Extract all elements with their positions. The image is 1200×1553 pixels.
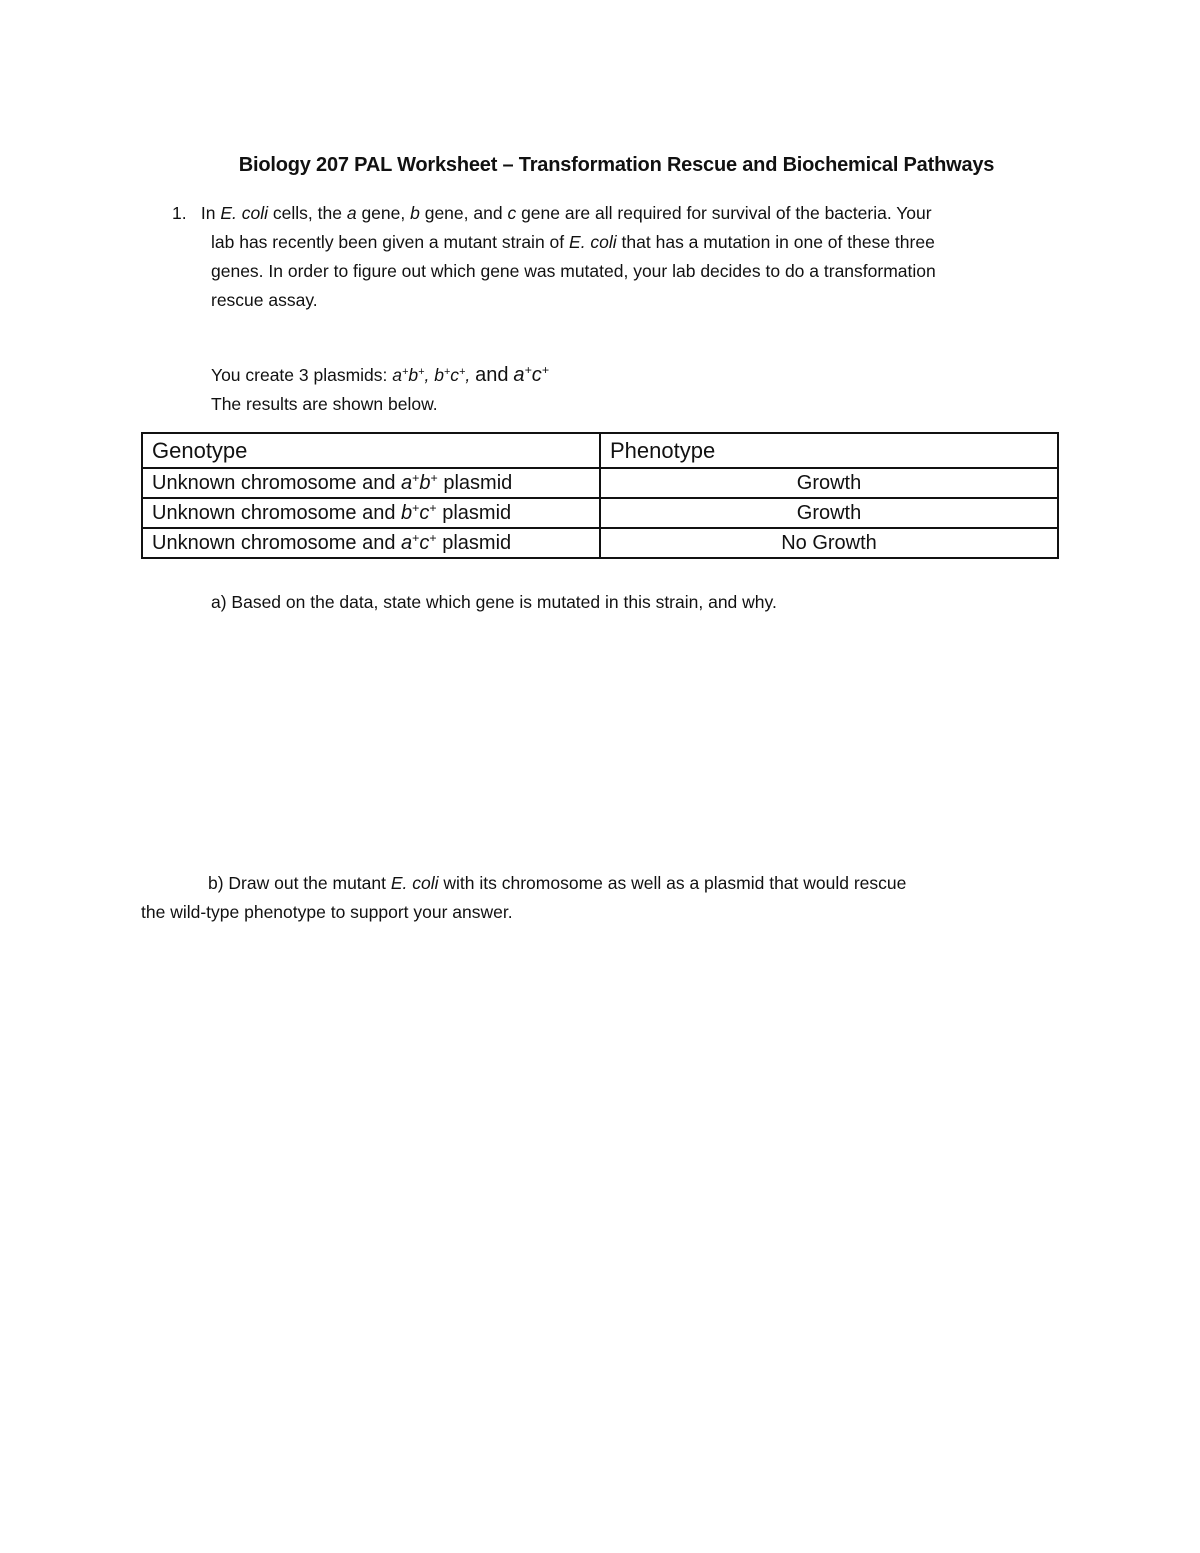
plasmid-genotypes: a+b+, b+c+,: [392, 365, 471, 385]
question-1-line-4: rescue assay.: [211, 290, 318, 310]
question-b-line-1: b) Draw out the mutant E. coli with its chromosome as well as a plasmid that would rescue: [208, 873, 907, 893]
results-table: [141, 432, 1059, 559]
question-1-number: 1.: [172, 203, 187, 223]
table-row: [142, 528, 1058, 558]
plasmid-description: [211, 361, 549, 419]
question-b: [141, 869, 1041, 927]
question-a: a) Based on the data, state which gene is mutated in this strain, and why.: [211, 592, 777, 612]
plasmid-list-line: You create 3 plasmids: a+b+, b+c+, and a+c+: [211, 363, 549, 386]
phenotype-header: Phenotype: [600, 433, 1058, 468]
question-b-line-2: the wild-type phenotype to support your answer.: [141, 902, 513, 922]
table-header-row: [142, 433, 1058, 468]
genotype-header: Genotype: [142, 433, 600, 468]
results-intro: The results are shown below.: [211, 394, 438, 414]
ecoli-term: E. coli: [220, 203, 269, 223]
question-1: [172, 199, 1052, 315]
question-1-line-1: 1. In E. coli cells, the a gene, b gene, and c gene are all required for survival of the bacteria. Your: [172, 199, 1052, 228]
question-1-line-2: lab has recently been given a mutant strain of E. coli that has a mutation in one of these three: [211, 232, 935, 252]
ecoli-term: E. coli: [390, 873, 439, 893]
genotype-cell: Unknown chromosome and a+c+ plasmid: [142, 528, 600, 558]
genotype-cell: Unknown chromosome and a+b+ plasmid: [142, 468, 600, 498]
plasmid-genotype-3: a+c+: [513, 363, 549, 386]
genotype-cell: Unknown chromosome and b+c+ plasmid: [142, 498, 600, 528]
gene-a: a: [346, 203, 357, 223]
table-row: [142, 468, 1058, 498]
phenotype-cell: No Growth: [600, 528, 1058, 558]
ecoli-term: E. coli: [569, 232, 617, 252]
table-row: [142, 498, 1058, 528]
gene-c: c: [507, 203, 517, 223]
phenotype-cell: Growth: [600, 468, 1058, 498]
question-1-line-3: genes. In order to figure out which gene was mutated, your lab decides to do a transformation: [211, 261, 936, 281]
phenotype-cell: Growth: [600, 498, 1058, 528]
and-word: and: [475, 364, 509, 386]
gene-b: b: [410, 203, 420, 223]
worksheet-title: Biology 207 PAL Worksheet – Transformation Rescue and Biochemical Pathways: [238, 154, 995, 176]
